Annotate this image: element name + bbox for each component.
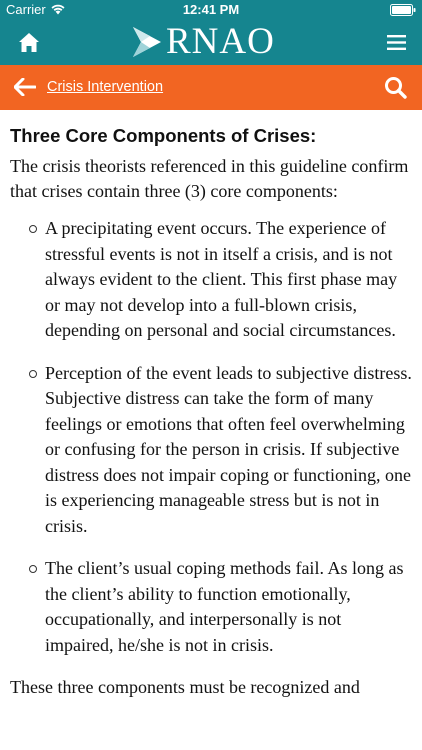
closing-paragraph: These three components must be recognized and bbox=[10, 677, 360, 697]
status-bar bbox=[0, 0, 422, 20]
app-header bbox=[0, 20, 422, 65]
back-arrow-icon[interactable] bbox=[14, 78, 36, 96]
status-time: 12:41 PM bbox=[182, 2, 240, 17]
list-item-text: The client’s usual coping methods fail. As long as the client’s ability to function emotionally, occupationally, and interpersonally is not impaired, he/she is not in crisis. bbox=[45, 558, 404, 655]
search-icon[interactable] bbox=[384, 76, 407, 99]
battery-icon bbox=[390, 4, 416, 16]
list-item-text: Perception of the event leads to subjective distress. Subjective distress can take the form of many feelings or emotions that often feel overwhelming or confusing for the person in crisis. If subjective distress does not impair coping or functioning, one is experiencing manageable stress but is not in crisis. bbox=[45, 362, 412, 536]
list-item-text: A precipitating event occurs. The experience of stressful events is not in itself a crisis, and is not always evident to the client. This first phase may or may not develop into a full-blown crisis, depending on personal and social circumstances. bbox=[45, 218, 398, 340]
home-icon[interactable] bbox=[18, 32, 40, 53]
list-item bbox=[10, 556, 414, 658]
core-components-list bbox=[10, 216, 414, 658]
article-content bbox=[10, 110, 414, 700]
bullet-circle-icon bbox=[29, 225, 37, 233]
rnao-logo bbox=[130, 22, 275, 62]
intro-paragraph: The crisis theorists referenced in this guideline confirm that crises contain three (3) core components: bbox=[10, 156, 409, 201]
list-item bbox=[10, 216, 414, 344]
list-item bbox=[10, 361, 414, 540]
bullet-circle-icon bbox=[29, 565, 37, 573]
breadcrumb-link[interactable]: Crisis Intervention bbox=[47, 79, 164, 95]
carrier-label: Carrier bbox=[6, 2, 46, 17]
logo-mark-icon bbox=[130, 25, 164, 59]
bullet-circle-icon bbox=[29, 370, 37, 378]
hamburger-menu-icon[interactable] bbox=[387, 35, 406, 50]
sub-header bbox=[0, 65, 422, 110]
section-heading: Three Core Components of Crises: bbox=[10, 125, 317, 146]
logo-text: RNAO bbox=[166, 21, 275, 62]
